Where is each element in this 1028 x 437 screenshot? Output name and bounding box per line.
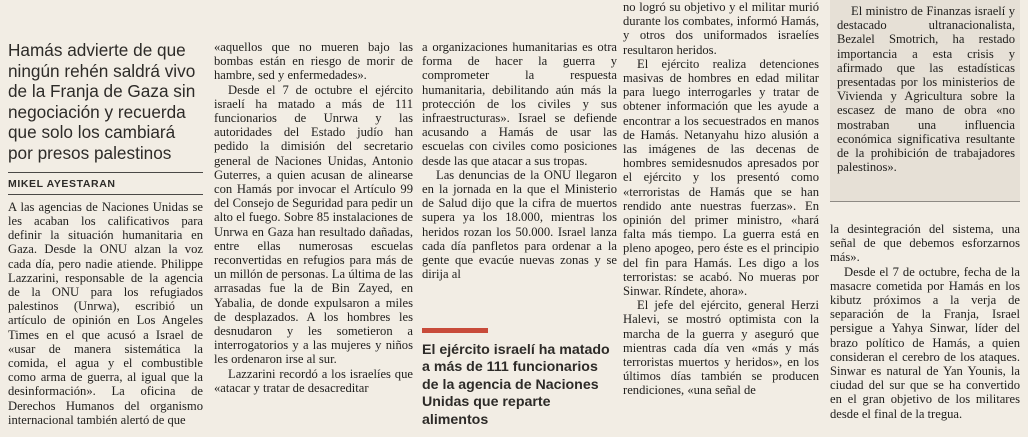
byline: MIKEL AYESTARAN — [8, 177, 116, 190]
column-3 — [422, 0, 617, 437]
body-paragraph: Desde el 7 de octubre el ejército israelí ha matado a más de 111 funcionarios de Unrwa y las autoridades del Estado judío han pedido la dimisión del secretario general de Naciones Unidas, Antonio Guterres, a quien acusan de alinearse con Hamás por invocar el Artículo 99 del Consejo de Seguridad para pedir un alto el fuego. Sobre 85 instalaciones de Unrwa en Gaza han resultado dañadas, entre ellas numerosas escuelas reconvertidas en refugios para más de un millón de personas. La última de las arrasadas fue la de Bin Zayed, en Yabalia, de donde expulsaron a miles de desplazados. A los hombres les desnudaron y les sometieron a interrogatorios y a las mujeres y niños les ordenaron irse al sur. — [214, 82, 413, 367]
column-5 — [830, 0, 1020, 437]
headline-overflow-area — [8, 0, 203, 40]
body-paragraph: Lazzarini recordó a los israelíes que «atacar y tratar de desacreditar — [214, 366, 413, 395]
column-4 — [623, 0, 819, 437]
body-paragraph: Las denuncias de la ONU llegaron en la jornada en la que el Ministerio de Salud dijo que la cifra de muertos supera ya los 18.000, mientras los heridos rozan los 50.000. Israel lanza cada día panfletos para ordenar a la gente que evacúe nuevas zonas y se dirija al — [422, 167, 617, 282]
byline-divider-top — [8, 172, 203, 173]
body-paragraph: El ejército realiza detenciones masivas de hombres en edad militar para luego interrogarles y tratar de obtener información que les ayude a encontrar a los secuestrados en manos de Hamás. Netanyahu hizo alusión a las imágenes de las decenas de hombres semidesnudos apresados por el ejército y los presentó como «terroristas de Hamás que se han rendido ante nuestras fuerzas». En opinión del primer ministro, «hará falta más tiempo. La guerra está en pleno apogeo, pero éste es el principio del fin para Hamás. Les digo a los terroristas: se acabó. No mueras por Sinwar. Ríndete, ahora». — [623, 56, 819, 299]
body-paragraph: la desintegración del sistema, una señal de que debemos esforzarnos más». — [830, 222, 1020, 265]
pull-quote-subhead: El ejército israelí ha matado a más de 111 funcionarios de la agencia de Naciones Unidas que reparte alimentos — [422, 342, 610, 428]
body-paragraph: a organizaciones humanitarias es otra forma de hacer la guerra y comprometer la respuesta humanitaria, debilitando aún más la protección de los civiles y sus infraestructuras». Israel se defiende acusando a Hamás de usar las escuelas con civiles como posiciones desde las que atacar a sus tropas. — [422, 40, 617, 168]
column-3-body — [422, 40, 617, 281]
subhead-accent-bar — [422, 328, 488, 333]
body-paragraph: A las agencias de Naciones Unidas se les acaban los calificativos para definir la situación humanitaria en Gaza. Desde la ONU alzan la voz cada día, pero nadie atiende. Philippe Lazzarini, responsable de la agencia de la ONU para los refugiados palestinos (Unrwa), escribió un artículo de opinión en Los Angeles Times en el que acusó a Israel de «usar de manera sistemática la comida, el agua y el combustible como arma de guerra, al igual que la desinformación». La oficina de Derechos Humanos del organismo internacional también alertó de que — [8, 199, 203, 427]
article-summary: Hamás advierte de que ningún rehén saldrá vivo de la Franja de Gaza sin negociación y recuerda que solo los cambiará por presos palestinos — [8, 40, 196, 163]
sidebar-box — [830, 0, 1020, 202]
body-paragraph: El jefe del ejército, general Herzi Halevi, se mostró optimista con la marcha de la guerra y aseguró que mientras cada día ven «más y más terroristas muertos y heridos», en los últimos días también se producen rendiciones, «una señal de — [623, 298, 819, 398]
body-paragraph: Desde el 7 de octubre, fecha de la masacre cometida por Hamás en los kibutz próximos a la verja de separación de la Franja, Israel persigue a Yahya Sinwar, líder del brazo político de Hamás, a quien consideran el cerebro de los ataques. Sinwar es natural de Yan Younis, la ciudad del sur que se ha convertido en el gran objetivo de los militares desde el final de la tregua. — [830, 264, 1020, 421]
sidebar-paragraph: El ministro de Finanzas israelí y destacado ultranacionalista, Bezalel Smotrich, ha restado importancia a esta crisis y afirmado que las estadísticas presentadas por los ministerios de Vivienda y Agricultura sobre la escasez de mano de obra «no mostraban una influencia económica significativa resultante de la prohibición de trabajadores palestinos». — [837, 4, 1015, 175]
byline-divider-bottom — [8, 194, 203, 195]
column-2 — [214, 0, 413, 437]
body-paragraph: no logró su objetivo y el militar murió durante los combates, informó Hamás, y otros dos uniformados israelíes resultaron heridos. — [623, 0, 819, 57]
column-5-body — [830, 222, 1020, 421]
column-1 — [8, 0, 203, 437]
headline-overflow-area — [214, 0, 413, 40]
body-paragraph: «aquellos que no mueren bajo las bombas están en riesgo de morir de hambre, sed y enfermedades». — [214, 40, 413, 83]
